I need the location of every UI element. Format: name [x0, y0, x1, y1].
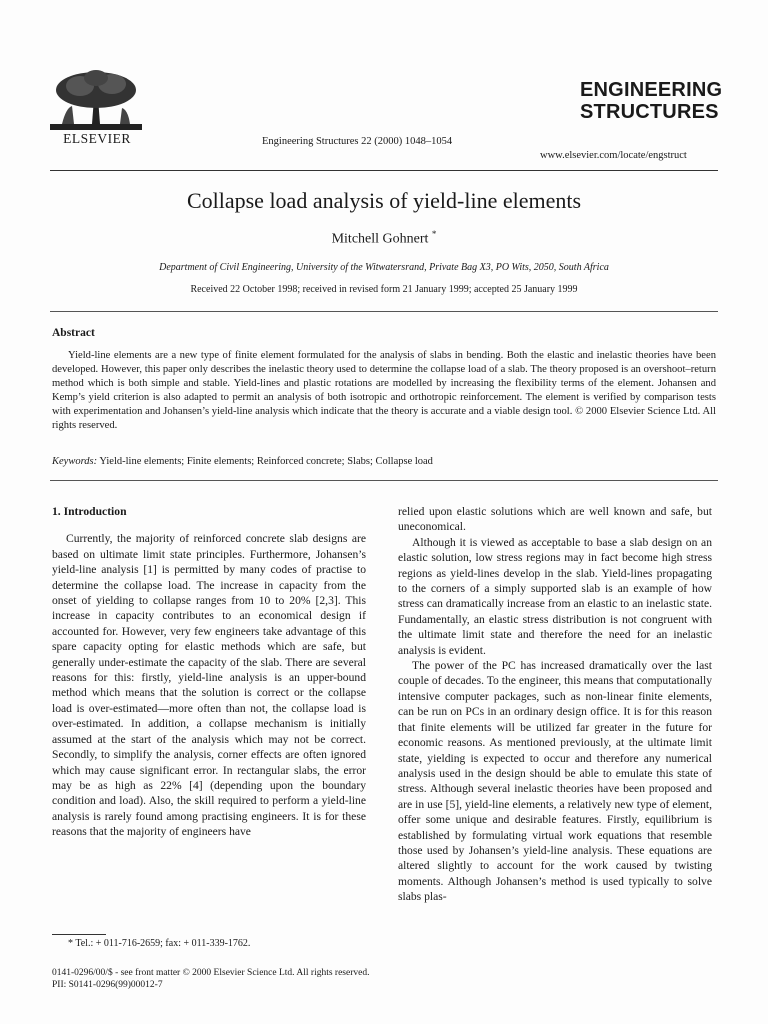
keywords-divider [50, 480, 718, 481]
paper-title: Collapse load analysis of yield-line elements [186, 188, 582, 213]
author-footnote-mark: * [431, 229, 437, 239]
received-dates: Received 22 October 1998; received in revised form 21 January 1999; accepted 25 January 1999 [190, 284, 578, 295]
copyright-line: 0141-0296/00/$ - see front matter © 2000 Elsevier Science Ltd. All rights reserved. [52, 968, 370, 978]
abstract-divider [50, 311, 718, 312]
body-column-right [398, 504, 712, 905]
author-name: Mitchell Gohnert [331, 231, 429, 247]
author-footnote: * Tel.: + 011-716-2659; fax: + 011-339-1762. [68, 938, 251, 949]
keywords-list: Yield-line elements; Finite elements; Reinforced concrete; Slabs; Collapse load [99, 456, 433, 467]
journal-title-line1: ENGINEERING [580, 79, 723, 101]
keywords-label: Keywords: [52, 456, 98, 467]
elsevier-tree-logo [50, 68, 142, 130]
pii-line: PII: S0141-0296(99)00012-7 [52, 980, 163, 990]
body-paragraph: Although it is viewed as acceptable to base a slab design on an elastic solution, low stress regions may in fact become high stress regions as yield-lines develop in the slab. Yield-lines propagating to the corners of a simply supported slab is an example of how stress can dramatically increase from an elastic to an inelastic state. Fundamentally, an elastic stress distribution is not congruent with the ultimate limit state and therefore the need for an inelastic analysis is evident. [398, 535, 712, 657]
journal-url[interactable]: www.elsevier.com/locate/engstruct [540, 150, 687, 161]
body-paragraph: Currently, the majority of reinforced concrete slab designs are based on ultimate limit state principles. Furthermore, Johansen’s yield-line analysis [1] is permitted by many codes of practise to determine the collapse load. The increase in capacity from the onset of yielding to collapse ranges from 10 to 20% [2,3]. This increase in capacity contributes to an economical design if accounted for. However, very few engineers take advantage of this spare capacity opting for elastic methods which are safe, but generally under-estimate the capacity of the slab. There are several reasons for this: firstly, yield-line analysis is an upper-bound method which means that the solution is correct or the collapse load is over-estimated—more often than not, the collapse load is over-estimated. In addition, a collapse mechanism is initially assumed at the start of the analysis which may not be correct. Secondly, to simplify the analysis, corner effects are often ignored which may cause significant error. In rectangular slabs, the error may be as high as 22% [4] (depending upon the boundary condition and load). Also, the skill required to perform a yield-line analysis is rarely found among practising engineers. It is for these reasons that the majority of engineers have [52, 532, 366, 839]
body-paragraph: relied upon elastic solutions which are well known and safe, but uneconomical. [398, 505, 712, 534]
abstract-text: Yield-line elements are a new type of finite element formulated for the analysis of slabs in bending. Both the elastic and inelastic theories have been developed. However, this paper only describes the inelastic theory used to determine the collapse load of a slab. The theory proposed is an overshoot–return method which is both simple and stable. Yield-lines and plastic rotations are modelled by increasing the flexibility terms of the element. Johansen and Kemp’s yield criterion is also adapted to permit an analysis of both isotropic and orthotropic reinforcement. The element is verified by comparison tests with experimentation and Johansen’s yield-line analysis which indicate that the theory is accurate and a viable design tool. © 2000 Elsevier Science Ltd. All rights reserved. [52, 350, 716, 431]
body-paragraph: The power of the PC has increased dramatically over the last couple of decades. To the engineer, this means that computationally intensive computer packages, such as non-linear finite elements, can be run on PCs in an ordinary design office. It is for this reason that finite elements will be utilized far greater in the future for economic reasons. As mentioned previously, at the ultimate limit state, yielding is expected to occur and therefore any numerical analysis used in the design should be able to emulate this state of stress. Although several inelastic theories have been proposed and are in use [5], yield-line elements, a relatively new type of element, offer some unique and desirable features. Firstly, equilibrium is established by formulating virtual work equations that resemble those used by Johansen’s yield-line analysis. These equations are altered slightly to account for the work caused by twisting moments. Although Johansen’s method is used typically to solve slabs plas- [398, 659, 712, 904]
journal-citation: Engineering Structures 22 (2000) 1048–1054 [262, 136, 453, 147]
header-divider [50, 170, 718, 171]
publisher-name: ELSEVIER [63, 131, 131, 146]
body-column-left [52, 504, 366, 840]
author-line [0, 229, 768, 248]
author-affiliation: Department of Civil Engineering, University of the Witwatersrand, Private Bag X3, PO Wits, 2050, South Africa [159, 262, 609, 273]
abstract-heading: Abstract [52, 327, 95, 339]
keywords [52, 456, 716, 467]
journal-title-line2: STRUCTURES [580, 101, 719, 123]
journal-title [580, 79, 722, 123]
section-heading-introduction: 1. Introduction [52, 505, 127, 518]
page-footer [52, 967, 369, 991]
footnote-divider [52, 934, 106, 935]
